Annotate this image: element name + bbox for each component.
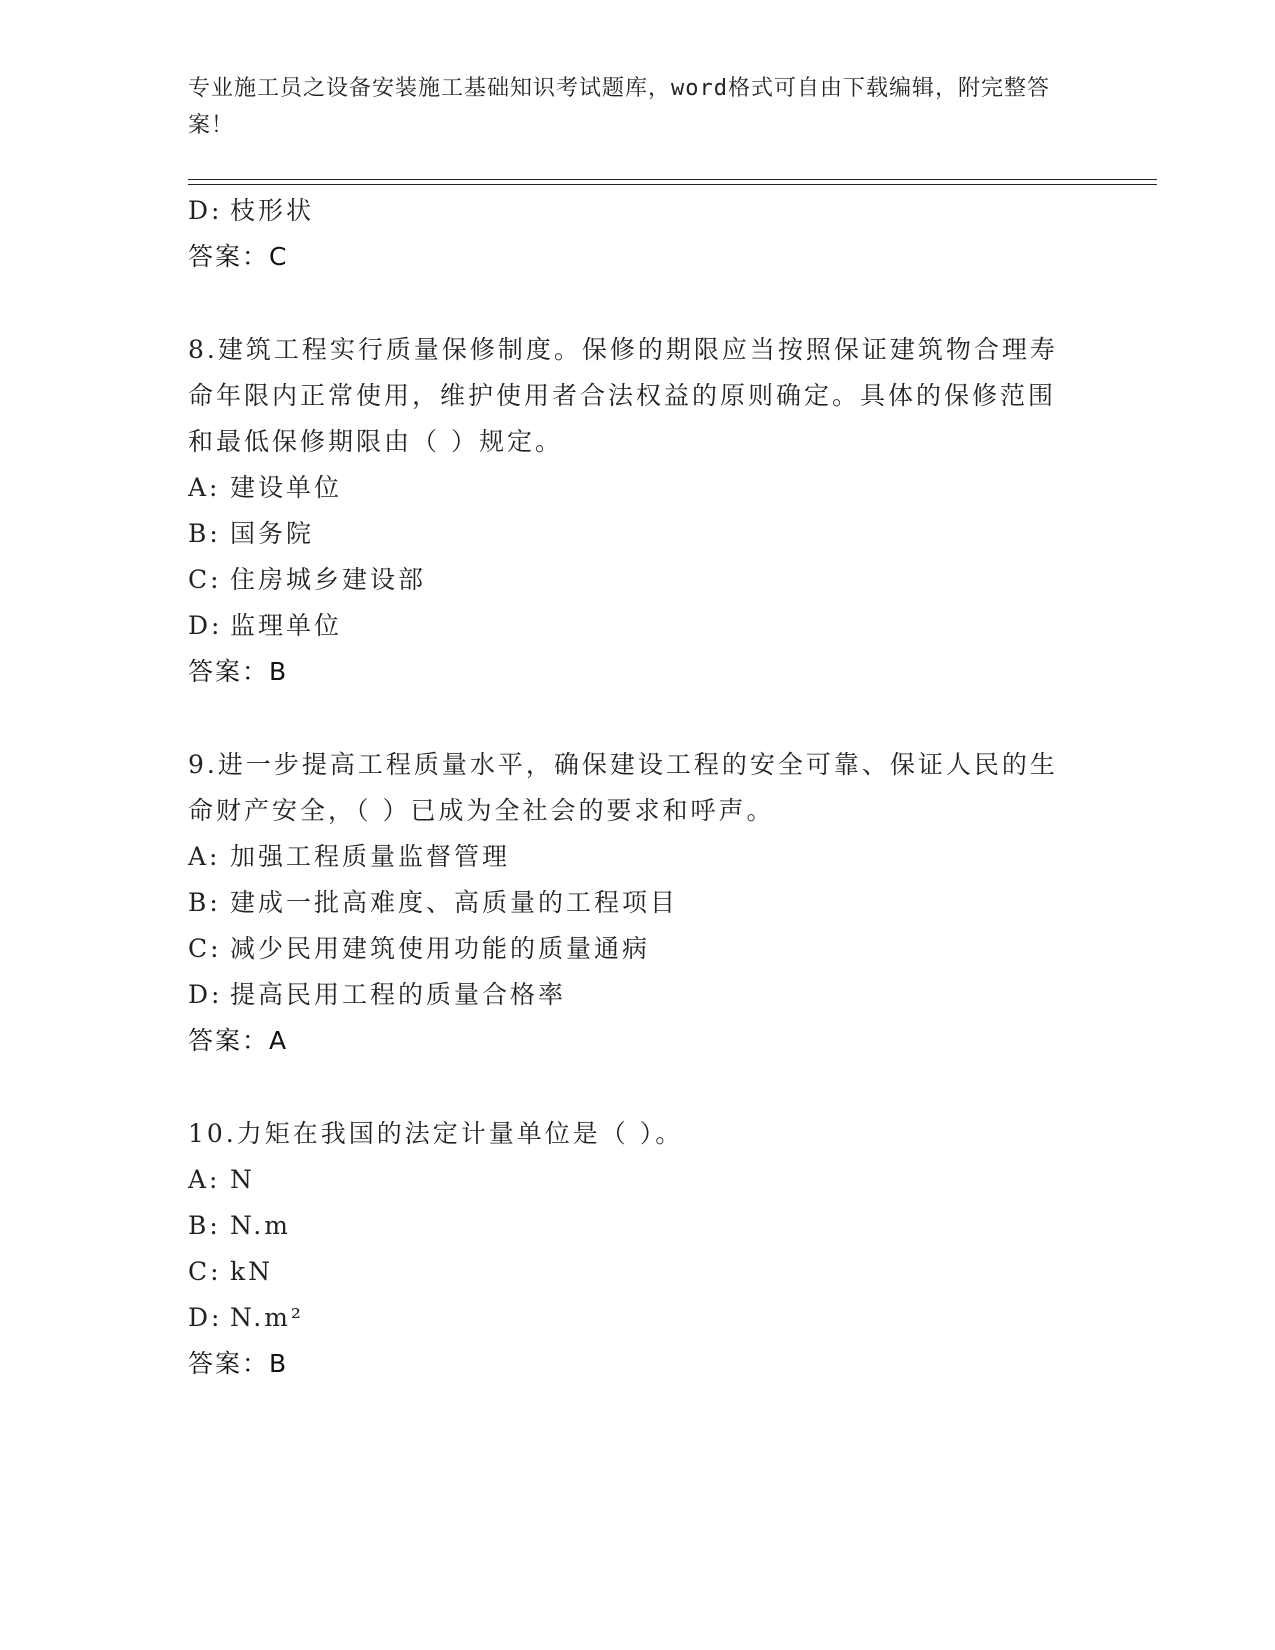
header-rule-top bbox=[188, 179, 1157, 180]
option-text: 建设单位 bbox=[230, 473, 343, 502]
question-8-option-a bbox=[188, 465, 1088, 511]
question-9-answer: 答案：A bbox=[188, 1026, 289, 1055]
option-text: 枝形状 bbox=[230, 196, 315, 225]
option-text: 加强工程质量监督管理 bbox=[230, 842, 511, 871]
question-9-option-c bbox=[188, 926, 1088, 972]
option-text: 建成一批高难度、高质量的工程项目 bbox=[230, 888, 679, 917]
question-9-option-d bbox=[188, 972, 1088, 1018]
question-10-option-b bbox=[188, 1203, 1088, 1249]
question-9-option-a bbox=[188, 834, 1088, 880]
document-header: 专业施工员之设备安装施工基础知识考试题库，word格式可自由下载编辑，附完整答案！ bbox=[188, 76, 1050, 138]
option-text: 监理单位 bbox=[230, 611, 343, 640]
question-content bbox=[188, 188, 1088, 1387]
question-10-option-c bbox=[188, 1249, 1088, 1295]
option-label: D: bbox=[188, 611, 223, 640]
header-rule-bottom bbox=[188, 184, 1157, 185]
answer-fragment: 答案：C bbox=[188, 242, 289, 271]
option-text: N.m² bbox=[230, 1303, 304, 1332]
option-text: 减少民用建筑使用功能的质量通病 bbox=[230, 934, 651, 963]
option-label: C: bbox=[188, 565, 222, 594]
question-10-answer: 答案：B bbox=[188, 1349, 289, 1378]
question-9-option-b bbox=[188, 880, 1088, 926]
question-8-option-c bbox=[188, 557, 1088, 603]
option-label: A: bbox=[188, 842, 221, 871]
question-8-option-d bbox=[188, 603, 1088, 649]
option-label: D: bbox=[188, 196, 223, 225]
question-10-option-a bbox=[188, 1157, 1088, 1203]
question-10-text: 10.力矩在我国的法定计量单位是（ ）。 bbox=[188, 1119, 684, 1148]
option-text: 国务院 bbox=[230, 519, 315, 548]
option-label: D: bbox=[188, 1303, 223, 1332]
question-8-text: 8.建筑工程实行质量保修制度。保修的期限应当按照保证建筑物合理寿命年限内正常使用，维护使用者合法权益的原则确定。具体的保修范围和最低保修期限由（ ）规定。 bbox=[188, 335, 1058, 456]
option-text: 住房城乡建设部 bbox=[230, 565, 427, 594]
option-d-fragment bbox=[188, 188, 1088, 234]
option-text: N.m bbox=[230, 1211, 291, 1240]
option-label: C: bbox=[188, 934, 222, 963]
option-label: D: bbox=[188, 980, 223, 1009]
option-label: B: bbox=[188, 519, 221, 548]
option-label: C: bbox=[188, 1257, 222, 1286]
question-10-option-d bbox=[188, 1295, 1088, 1341]
question-8-option-b bbox=[188, 511, 1088, 557]
question-9-text: 9.进一步提高工程质量水平，确保建设工程的安全可靠、保证人民的生命财产安全，（ ）已成为全社会的要求和呼声。 bbox=[188, 750, 1058, 825]
option-label: A: bbox=[188, 1165, 221, 1194]
option-label: B: bbox=[188, 1211, 221, 1240]
option-label: B: bbox=[188, 888, 221, 917]
option-text: N bbox=[230, 1165, 255, 1194]
option-text: kN bbox=[230, 1257, 274, 1286]
option-label: A: bbox=[188, 473, 221, 502]
option-text: 提高民用工程的质量合格率 bbox=[230, 980, 567, 1009]
question-8-answer: 答案：B bbox=[188, 657, 289, 686]
